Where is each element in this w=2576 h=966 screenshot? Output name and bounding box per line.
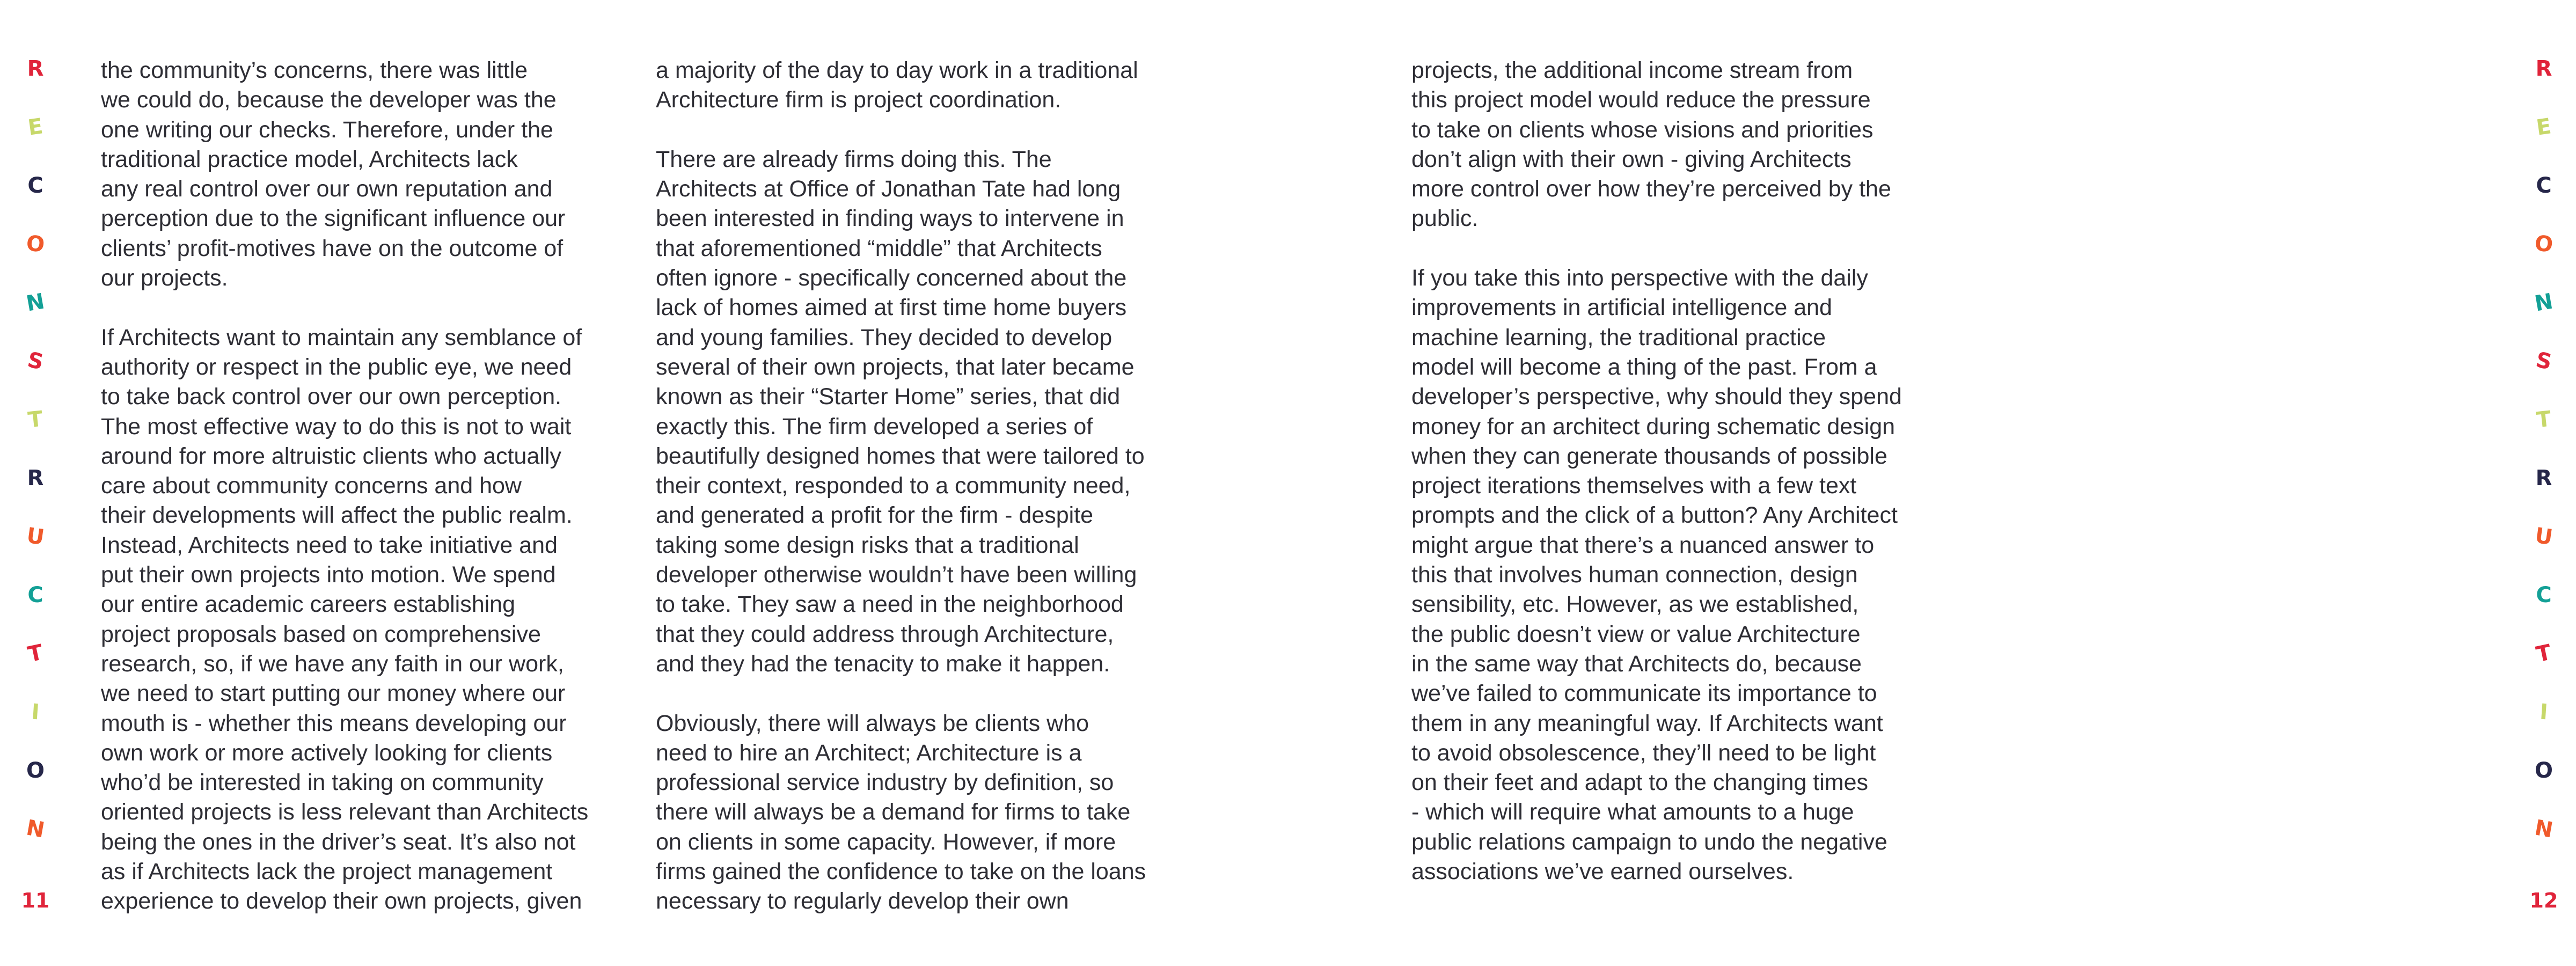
- side-letter: O: [25, 231, 46, 258]
- text-column-3: [1411, 56, 1943, 887]
- side-title-right: [2528, 56, 2560, 914]
- side-letter: T: [25, 640, 46, 668]
- side-letter: C: [27, 583, 43, 608]
- side-letter: O: [26, 758, 45, 783]
- side-letter: N: [24, 289, 47, 317]
- side-letter: E: [2535, 114, 2553, 141]
- side-letter: T: [27, 406, 44, 433]
- paragraph: There are already firms doing this. The Architects at Office of Jonathan Tate had long been interested in finding ways to intervene in that aforementioned “middle” that Architects often ignore - specifically concerned about the lack of homes aimed at first time home buyers and young families. They decided to develop several of their own projects, that later became known as their “Starter Home” series, that did exactly this. The firm developed a series of beautifully designed homes that were tailored to their context, responded to a community need, and generated a profit for the firm - despite taking some design risks that a traditional developer otherwise wouldn’t have been willing to take. They saw a need in the neighborhood that they could address through Architecture, and they had the tenacity to make it happen.: [656, 146, 1145, 677]
- side-letter: R: [2535, 56, 2552, 81]
- side-letter: N: [24, 815, 47, 843]
- side-letter: R: [27, 56, 44, 81]
- text-column-1: [101, 56, 632, 917]
- side-letter: C: [2536, 583, 2552, 608]
- side-letter: T: [2534, 640, 2554, 668]
- side-letter: T: [2535, 406, 2552, 433]
- side-letter: U: [25, 523, 46, 551]
- side-title-left: [19, 56, 52, 914]
- side-letter: C: [27, 173, 43, 198]
- paragraph: projects, the additional income stream from this project model would reduce the pressure to take on clients whose visions and priorities don’t align with their own - giving Architects more control over how they’re perceived by the public.: [1411, 57, 1891, 232]
- paragraph: Obviously, there will always be clients who need to hire an Architect; Architecture is a professional service industry by definition, so there will always be a demand for firms to take on clients in some capacity. However, if more firms gained the confidence to take on the loans necessary to regularly develop their own: [656, 710, 1146, 914]
- side-letter: I: [30, 699, 41, 725]
- side-letter: E: [26, 114, 45, 141]
- paragraph: the community’s concerns, there was little we could do, because the developer was the one writing our checks. Therefore, under the traditional practice model, Architects lack any real control over our own reputation and perception due to the significant influence our clients’ profit-motives have on the outcome of our projects.: [101, 57, 566, 291]
- side-letter: U: [2533, 523, 2555, 551]
- page-number-left: 11: [21, 889, 50, 912]
- paragraph: If you take this into perspective with the daily improvements in artificial intelligence and machine learning, the traditional practice model will become a thing of the past. From a developer’s perspective, why should they spend money for an architect during schematic design when they can generate thousands of possible project iterations themselves with a few text prompts and the click of a button? Any Architect might argue that there’s a nuanced answer to this that involves human connection, design sensibility, etc. However, as we established, the public doesn’t view or value Architecture in the same way that Architects do, because we’ve failed to communicate its importance to them in any meaningful way. If Architects want to avoid obsolescence, they’ll need to be light on their feet and adapt to the changing times - which will require what amounts to a huge public relations campaign to undo the negative associations we’ve earned ourselves.: [1411, 265, 1902, 885]
- side-letter: R: [2535, 466, 2552, 491]
- side-letter: N: [2533, 289, 2555, 317]
- side-letter: S: [25, 347, 46, 375]
- side-letter: I: [2538, 699, 2549, 725]
- page-number-right: 12: [2529, 889, 2558, 912]
- side-letter: S: [2534, 347, 2554, 375]
- side-letter: R: [27, 466, 44, 491]
- side-letter: O: [2533, 231, 2555, 258]
- side-letter: O: [2534, 758, 2553, 783]
- side-letter: N: [2533, 815, 2555, 843]
- paragraph: a majority of the day to day work in a traditional Architecture firm is project coordination.: [656, 57, 1138, 113]
- text-column-2: [656, 56, 1187, 917]
- side-letter: C: [2536, 173, 2552, 198]
- paragraph: If Architects want to maintain any semblance of authority or respect in the public eye, we need to take back control over our own perception. The most effective way to do this is not to wait around for more altruistic clients who actually care about community concerns and how their developments will affect the public realm. Instead, Architects need to take initiative and put their own projects into motion. We spend our entire academic careers establishing project proposals based on comprehensive research, so, if we have any faith in our work, we need to start putting our money where our mouth is - whether this means developing our own work or more actively looking for clients who’d be interested in taking on community oriented projects is less relevant than Architects being the ones in the driver’s seat. It’s also not as if Architects lack the project management experience to develop their own projects, given: [101, 324, 589, 914]
